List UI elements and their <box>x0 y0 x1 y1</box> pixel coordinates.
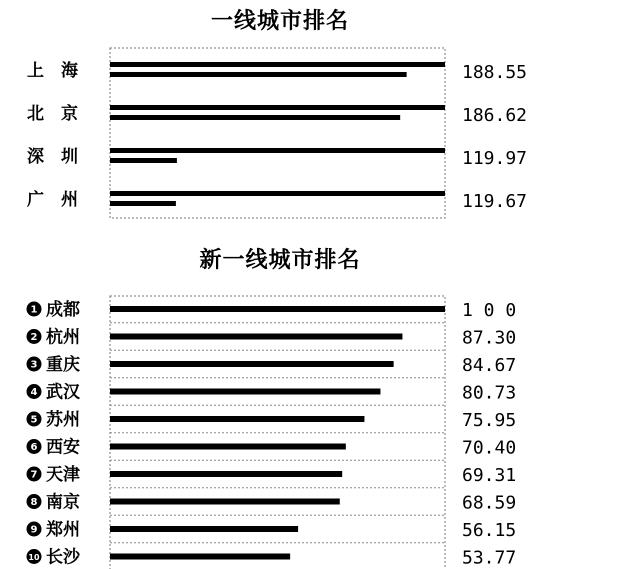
rank-number: 2 <box>30 332 38 343</box>
value-label: 84.67 <box>462 355 517 376</box>
bar-score <box>110 389 380 395</box>
bar-score <box>110 554 290 560</box>
bar-reference <box>110 62 445 67</box>
bar-score <box>110 158 177 163</box>
category-label: 武汉 <box>46 382 80 403</box>
value-label: 75.95 <box>462 410 517 431</box>
rank-number: 5 <box>30 414 38 426</box>
bar-score <box>110 526 298 532</box>
value-label: 56.15 <box>462 520 517 541</box>
bar-score <box>110 361 394 367</box>
category-label: 重庆 <box>46 355 80 375</box>
chart-title-tier1: 一线城市排名 <box>210 9 349 34</box>
chart-title-new-tier1: 新一线城市排名 <box>199 248 361 273</box>
rank-number: 1 <box>30 304 38 316</box>
bar-score <box>110 201 176 206</box>
category-label: 长沙 <box>46 547 80 568</box>
bar-score <box>110 499 340 505</box>
category-label: 深 圳 <box>27 147 78 167</box>
rank-number: 6 <box>30 442 38 453</box>
category-label: 西安 <box>46 437 80 458</box>
bar-score <box>110 416 364 422</box>
rank-number: 7 <box>30 469 38 481</box>
category-label: 南京 <box>46 492 80 513</box>
value-label: 188.55 <box>462 62 528 83</box>
category-label: 苏州 <box>46 410 80 430</box>
value-label: 80.73 <box>462 382 517 404</box>
bar-score <box>110 306 445 312</box>
category-label: 北 京 <box>27 104 78 124</box>
category-label: 广 州 <box>27 190 78 210</box>
value-label: 53.77 <box>462 547 517 569</box>
bar-score <box>110 444 346 450</box>
bar-score <box>110 334 402 340</box>
value-label: 119.67 <box>462 191 528 212</box>
category-label: 上 海 <box>27 61 78 81</box>
category-label: 成都 <box>46 300 80 320</box>
category-label: 天津 <box>46 465 80 485</box>
bar-score <box>110 72 407 77</box>
rank-number: 9 <box>30 524 38 536</box>
value-label: 186.62 <box>462 105 528 126</box>
value-label: 68.59 <box>462 492 517 514</box>
value-label: 69.31 <box>462 465 517 486</box>
rank-number: 4 <box>30 387 38 398</box>
value-label: 1 0 0 <box>462 300 517 321</box>
value-label: 119.97 <box>462 148 528 169</box>
category-label: 杭州 <box>46 327 80 348</box>
bar-score <box>110 115 400 120</box>
bar-reference <box>110 148 445 153</box>
category-label: 郑州 <box>46 520 80 540</box>
rank-number: 8 <box>30 497 38 508</box>
bar-score <box>110 471 342 477</box>
rank-number: 10 <box>28 553 40 562</box>
bar-reference <box>110 105 445 110</box>
value-label: 87.30 <box>462 327 517 349</box>
rank-number: 3 <box>30 359 38 371</box>
value-label: 70.40 <box>462 437 517 459</box>
bar-reference <box>110 191 445 196</box>
